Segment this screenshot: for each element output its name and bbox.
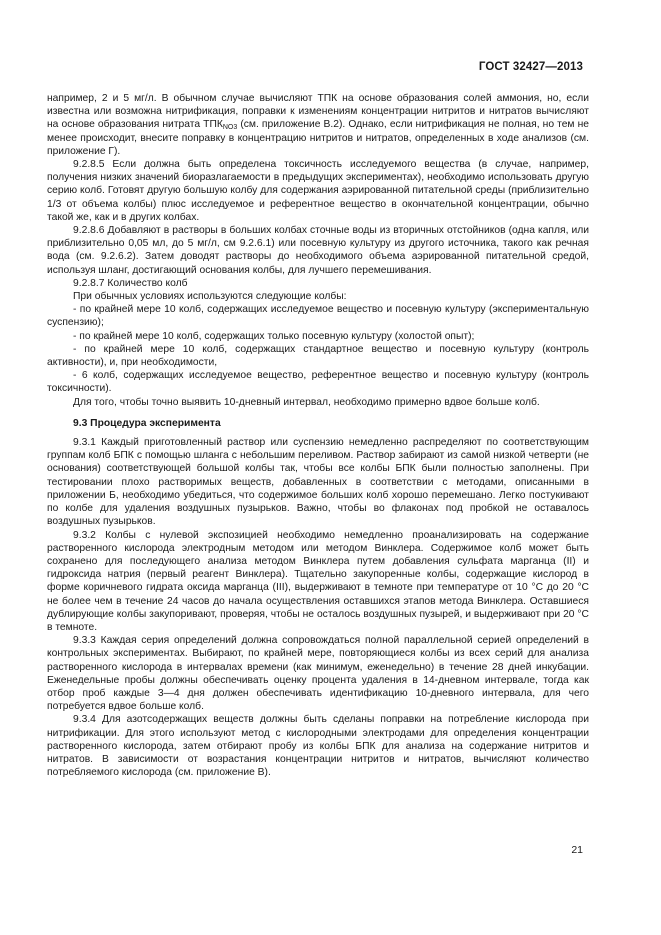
clause-9-3-4: 9.3.4 Для азотсодержащих веществ должны быть сделаны поправки на потребление кислорода при нитрификации. Для этого используют метод с кислородными электродами для определения концентрации растворенного кислорода, затем отбирают пробу из колбы БПК для анализа на содержание нитритов и нитратов. В зависимости от возрастания концентрации нитритов и нитратов, вычисляют количество потребляемого кислорода (см. приложение В). xyxy=(47,714,589,779)
document-body xyxy=(47,92,589,779)
paragraph-text-after: (см. приложение В.2). Однако, если нитрификация не полная, но тем не менее происходит, внесите поправку в концентрацию нитритов и нитратов, определенных в ходе анализов (см. приложение Г). xyxy=(47,119,589,157)
flask-list-item: - по крайней мере 10 колб, содержащих только посевную культуру (холостой опыт); xyxy=(73,330,475,342)
clause-9-2-8-5: 9.2.8.5 Если должна быть определена токсичность исследуемого вещества (в случае, например, получения низких значений биоразлагаемости в предыдущих экспериментах), необходимо использовать другую серию колб. Готовят другую большую колбу для содержания аэрированной питательной среды (приблизительно 1/3 от объема колбы) плюс исследуемое и референтное вещество в окончательной концентрации, обычно такой же, как и в других колбах. xyxy=(47,159,589,223)
clause-9-2-8-6: 9.2.8.6 Добавляют в растворы в больших колбах сточные воды из вторичных отстойников (одна капля, или приблизительно 0,05 мл, до 5 мг/л, см 9.2.6.1) или посевную культуру из другого источника, такого как речная вода (см. 9.2.6.2). Затем доводят растворы до необходимого объема аэрированной питательной средой, используя шланг, достигающий основания колбы, для лучшего перемешивания. xyxy=(47,225,589,276)
flask-list-item: - 6 колб, содержащих исследуемое вещество, референтное вещество и посевную культуру (контроль токсичности). xyxy=(47,370,589,395)
paragraph-continuation xyxy=(47,92,589,158)
subscript-no3: NO3 xyxy=(222,124,238,132)
paragraph-text-before: например, 2 и 5 мг/л. В обычном случае вычисляют ТПК на основе образования солей аммония, но, если известна или возможна нитрификация, поправки к изменениям концентрации нитритов и нитратов вычисляют на основе образования нитрата ТПК xyxy=(47,93,589,131)
page-number: 21 xyxy=(571,844,583,856)
flask-list-intro: При обычных условиях используются следующие колбы: xyxy=(73,291,347,303)
flask-count-note: Для того, чтобы точно выявить 10-дневный интервал, необходимо примерно вдвое больше колб. xyxy=(73,396,540,408)
flask-list-item: - по крайней мере 10 колб, содержащих исследуемое вещество и посевную культуру (экспериментальную суспензию); xyxy=(47,304,589,329)
clause-9-3-3: 9.3.3 Каждая серия определений должна сопровождаться полной параллельной серией определений в контрольных экспериментах. Выбирают, по крайней мере, повторяющиеся колбы из всех серий для анализа растворенного кислорода в интервалах времени (как минимум, еженедельно) в течение 28 дней инкубации. Еженедельные пробы должны обеспечивать оценку процента удаления в 14-дневном интервале, тогда как отбор проб каждые 3—4 дня должен обеспечивать идентификацию 10-дневного интервала, для чего потребуется вдвое больше колб. xyxy=(47,635,589,713)
document-code: ГОСТ 32427—2013 xyxy=(478,61,583,73)
clause-9-3-2: 9.3.2 Колбы с нулевой экспозицией необходимо немедленно проанализировать на содержание растворенного кислорода электродным методом или методом Винклера. Содержимое колб может быть сохранено для последующего анализа методом Винклера путем добавления сульфата марганца (II) и гидроксида натрия (первый реагент Винклера). Тщательно закупоренные колбы, содержащие кислород в форме коричневого гидрата оксида марганца (III), выдерживают в темноте при температуре от 10 °С до 20 °С не более чем в течение 24 часов до начала осуществления оставшихся этапов метода Винклера. Оставшиеся дублирующие колбы закупоривают, проверяя, чтобы не осталось воздушных пузырей, и выдерживают при 20 °С в темноте. xyxy=(47,529,589,633)
clause-9-3-1: 9.3.1 Каждый приготовленный раствор или суспензию немедленно распределяют по соответствующим группам колб БПК с помощью шланга с небольшим переливом. Раствор забирают из самой низкой четверти (не основания) соответствующей большой колбы так, чтобы все колбы БПК были полностью заполнены. При тестировании плохо растворимых веществ, добавленных в соответствии с методами, описанными в приложении Б, необходимо убедиться, что содержимое больших колб хорошо перемешано. Легко постукивают по колбе для удаления воздушных пузырьков. Важно, чтобы во флаконах под пробкой не оставалось воздушных пузырьков. xyxy=(47,437,589,528)
flask-list-item: - по крайней мере 10 колб, содержащих стандартное вещество и посевную культуру (контроль активности), и, при необходимости, xyxy=(47,343,589,369)
section-9-3-title: 9.3 Процедура эксперимента xyxy=(73,417,221,429)
clause-9-2-8-7-title: 9.2.8.7 Количество колб xyxy=(73,277,188,289)
